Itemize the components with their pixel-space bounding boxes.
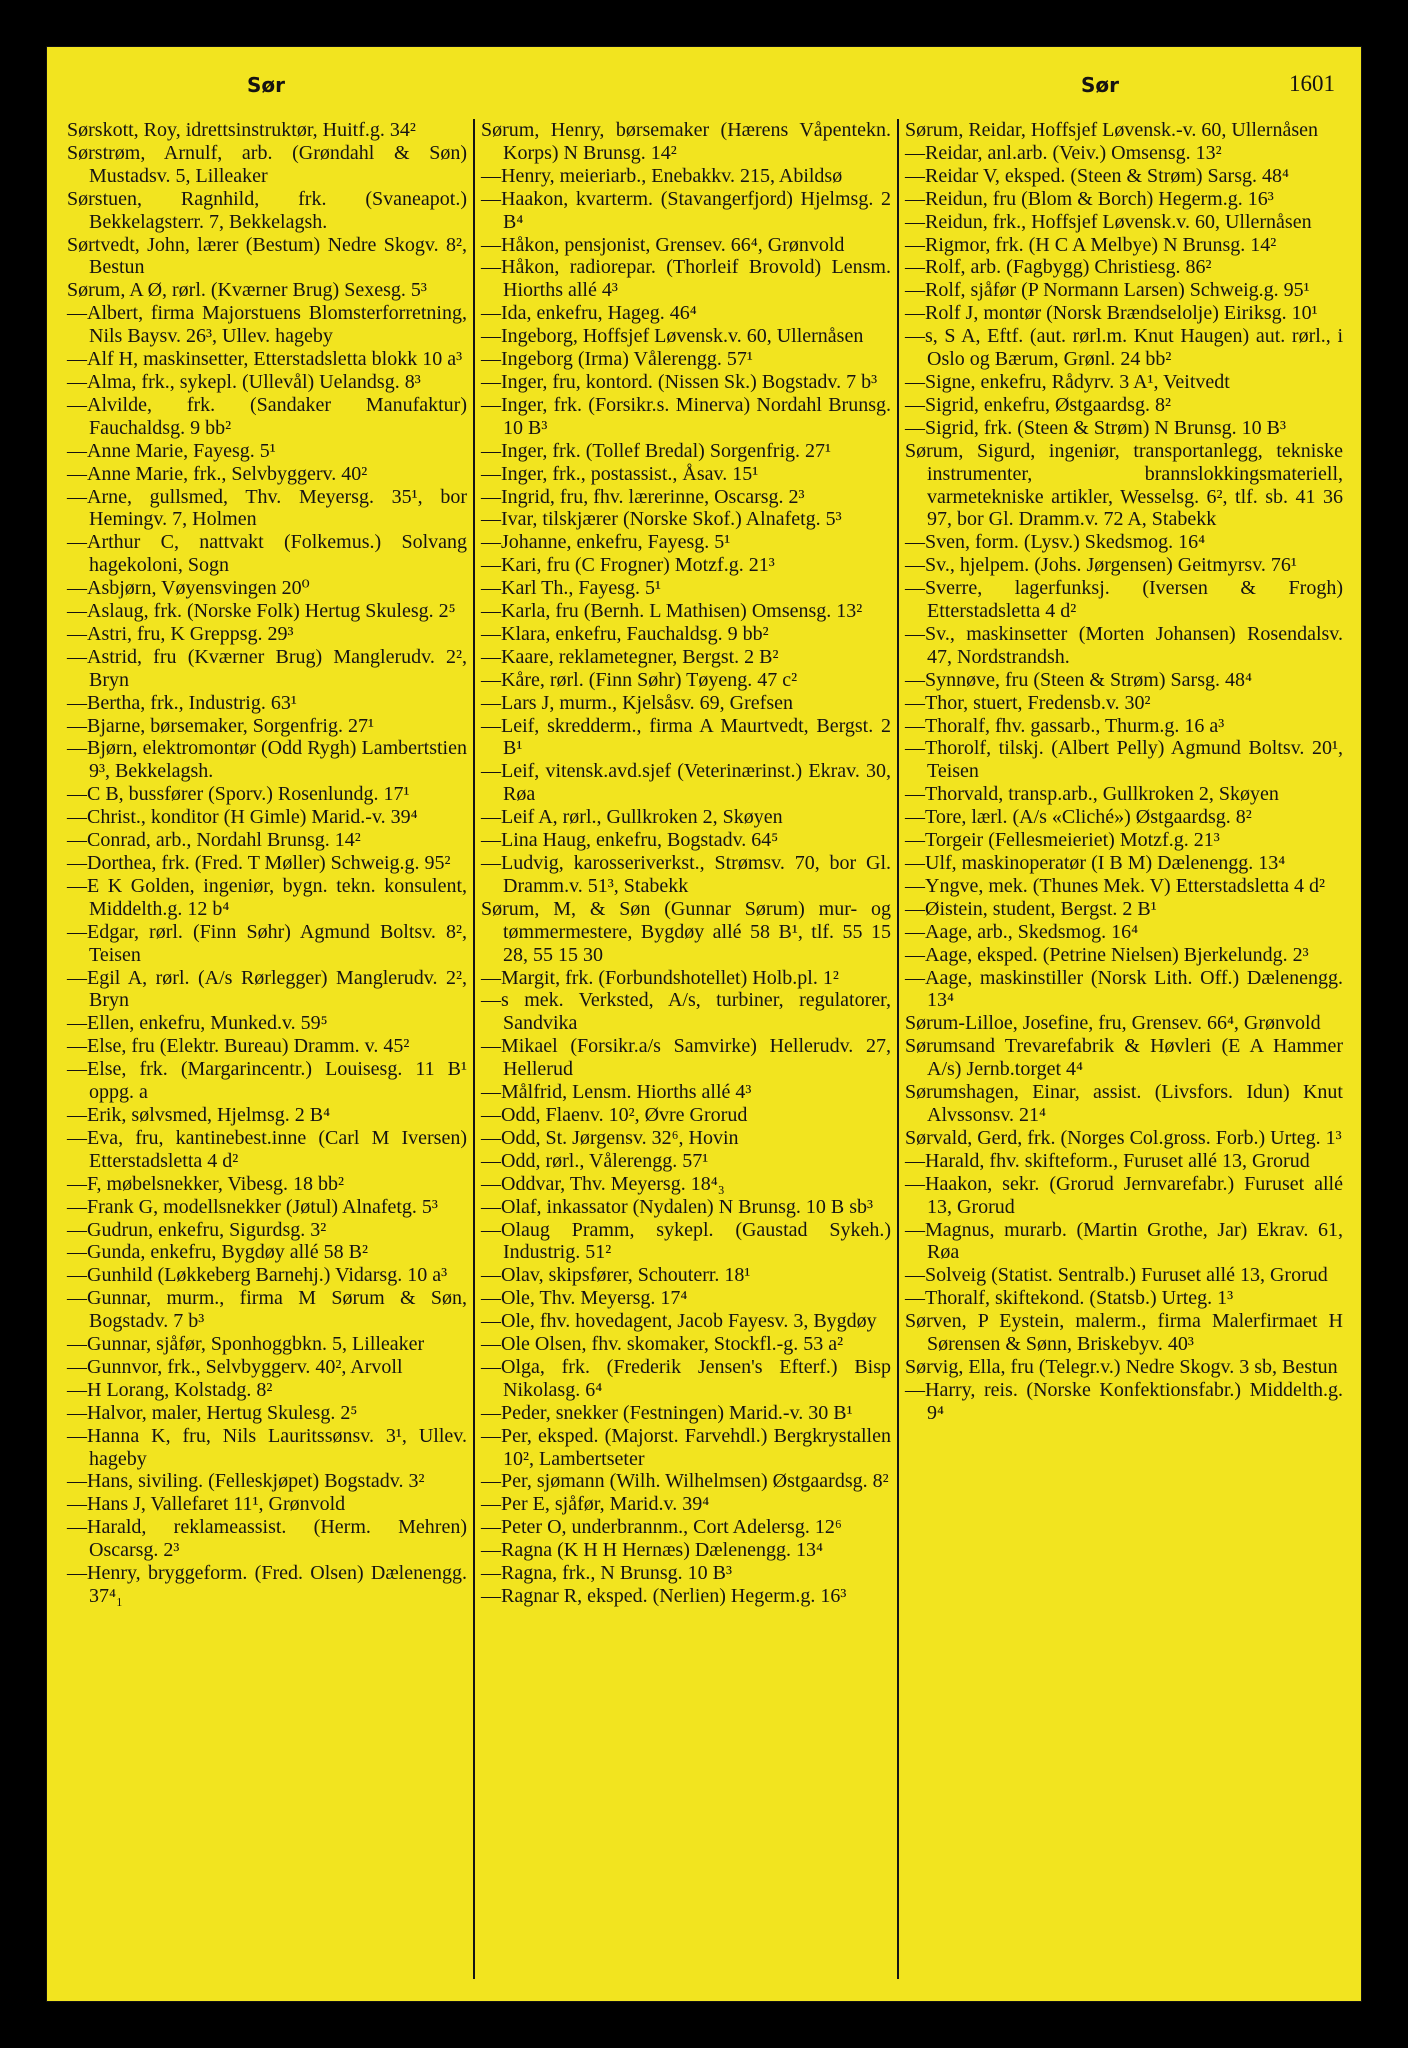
directory-entry: —Øistein, student, Bergst. 2 B¹: [905, 897, 1157, 920]
directory-entry: —Magnus, murarb. (Martin Grothe, Jar) Ekrav. 61, Røa: [905, 1218, 1343, 1264]
directory-entry: —Olaf, inkassator (Nydalen) N Brunsg. 10 B sb³: [481, 1195, 874, 1218]
directory-entry: —Christ., konditor (H Gimle) Marid.-v. 39⁴: [67, 806, 418, 829]
directory-entry: —Gunnar, murm., firma M Sørum & Søn, Bogstadv. 7 b³: [67, 1287, 467, 1333]
directory-entry: —Kaare, reklametegner, Bergst. 2 B²: [481, 645, 779, 668]
directory-entry: —C B, bussfører (Sporv.) Rosenlundg. 17¹: [67, 783, 410, 806]
directory-entry: —Egil A, rørl. (A/s Rørlegger) Manglerudv. 2², Bryn: [67, 966, 467, 1012]
directory-entry: —Odd, Flaenv. 10², Øvre Grorud: [481, 1103, 748, 1126]
directory-entry: Sørum, A Ø, rørl. (Kværner Brug) Sexesg. 5³: [67, 279, 427, 302]
directory-entry: —Bjarne, børsemaker, Sorgenfrig. 27¹: [67, 714, 374, 737]
directory-entry: —Oddvar, Thv. Meyersg. 18⁴₃: [481, 1172, 725, 1195]
directory-entry: Sørven, P Eystein, malerm., firma Malerfirmaet H Sørensen & Sønn, Briskebyv. 40³: [905, 1310, 1343, 1356]
directory-entry: —Halvor, maler, Hertug Skulesg. 2⁵: [67, 1401, 358, 1424]
directory-entry: —Ragna, frk., N Brunsg. 10 B³: [481, 1562, 732, 1585]
directory-entry: —Inger, fru, kontord. (Nissen Sk.) Bogstadv. 7 b³: [481, 370, 878, 393]
directory-entry: —Olga, frk. (Frederik Jensen's Efterf.) Bisp Nikolasg. 6⁴: [481, 1355, 891, 1401]
directory-entry: —H Lorang, Kolstadg. 8²: [67, 1378, 273, 1401]
directory-entry: Sørum, Sigurd, ingeniør, transportanlegg, tekniske instrumenter, brannslokkingsmateriell, varmetekniske artikler, Wesselsg. 6², tlf. sb. 41 36 97, bor Gl. Dramm.v. 72 A, Stabekk: [905, 439, 1343, 531]
directory-entry: Sørvald, Gerd, frk. (Norges Col.gross. Forb.) Urteg. 1³: [905, 1126, 1342, 1149]
directory-entry: —Sven, form. (Lysv.) Skedsmog. 16⁴: [905, 531, 1206, 554]
directory-entry: —Ellen, enkefru, Munked.v. 59⁵: [67, 1012, 328, 1035]
directory-entry: —Tore, lærl. (A/s «Cliché») Østgaardsg. 8²: [905, 806, 1252, 829]
column-1: [67, 119, 467, 1608]
directory-entry: —Per E, sjåfør, Marid.v. 39⁴: [481, 1493, 710, 1516]
directory-entry: —Thoralf, skiftekond. (Statsb.) Urteg. 1³: [905, 1287, 1234, 1310]
directory-entry: —Peter O, underbrannm., Cort Adelersg. 12⁶: [481, 1516, 842, 1539]
directory-entry: —Kåre, rørl. (Finn Søhr) Tøyeng. 47 c²: [481, 668, 798, 691]
directory-entry: —Thoralf, fhv. gassarb., Thurm.g. 16 a³: [905, 714, 1225, 737]
directory-entry: —Ingeborg, Hoffsjef Løvensk.v. 60, Ullernåsen: [481, 325, 864, 348]
directory-entry: Sørum, Henry, børsemaker (Hærens Våpentekn. Korps) N Brunsg. 14²: [481, 119, 891, 164]
directory-entry: —Gunnvor, frk., Selvbyggerv. 40², Arvoll: [67, 1355, 403, 1378]
directory-entry: —Reidun, frk., Hoffsjef Løvensk.v. 60, Ullernåsen: [905, 210, 1312, 233]
directory-entry: Sørum, M, & Søn (Gunnar Sørum) mur- og tømmermestere, Bygdøy allé 58 B¹, tlf. 55 15 28, 55 15 30: [481, 897, 891, 966]
directory-entry: —Conrad, arb., Nordahl Brunsg. 14²: [67, 829, 361, 852]
directory-entry: —Frank G, modellsnekker (Jøtul) Alnafetg. 5³: [67, 1195, 438, 1218]
directory-entry: —Rolf, arb. (Fagbygg) Christiesg. 86²: [905, 256, 1212, 279]
directory-entry: —Johanne, enkefru, Fayesg. 5¹: [481, 531, 731, 554]
directory-page: [46, 46, 1362, 2002]
directory-entry: —Hans, siviling. (Felleskjøpet) Bogstadv. 3²: [67, 1470, 425, 1493]
directory-entry: —Ida, enkefru, Hageg. 46⁴: [481, 302, 697, 325]
directory-entry: —Haakon, sekr. (Grorud Jernvarefabr.) Furuset allé 13, Grorud: [905, 1172, 1343, 1218]
directory-entry: —Anne Marie, Fayesg. 5¹: [67, 439, 276, 462]
directory-entry: —Astri, fru, K Greppsg. 29³: [67, 622, 294, 645]
directory-entry: —Rolf, sjåfør (P Normann Larsen) Schweig.g. 95¹: [905, 279, 1310, 302]
directory-entry: —s, S A, Eftf. (aut. rørl.m. Knut Haugen) aut. rørl., i Oslo og Bærum, Grønl. 24 bb²: [905, 325, 1343, 371]
directory-entry: —Reidar V, eksped. (Steen & Strøm) Sarsg. 48⁴: [905, 164, 1289, 187]
directory-entry: —Inger, frk. (Forsikr.s. Minerva) Nordahl Brunsg. 10 B³: [481, 393, 891, 439]
directory-entry: Sørstuen, Ragnhild, frk. (Svaneapot.) Bekkelagsterr. 7, Bekkelagsh.: [67, 187, 467, 233]
directory-entry: —Ivar, tilskjærer (Norske Skof.) Alnafetg. 5³: [481, 508, 842, 531]
directory-entry: —Harry, reis. (Norske Konfektionsfabr.) Middelth.g. 9⁴: [905, 1378, 1343, 1424]
directory-entry: —Ragnar R, eksped. (Nerlien) Hegerm.g. 16³: [481, 1585, 847, 1607]
directory-entry: —Sverre, lagerfunksj. (Iversen & Frogh) Etterstadsletta 4 d²: [905, 577, 1343, 623]
directory-entry: —Thorvald, transp.arb., Gullkroken 2, Skøyen: [905, 783, 1279, 806]
directory-entry: —Ole, fhv. hovedagent, Jacob Fayesv. 3, Bygdøy: [481, 1310, 877, 1333]
directory-entry: —Synnøve, fru (Steen & Strøm) Sarsg. 48⁴: [905, 668, 1252, 691]
column-3: [905, 119, 1343, 1425]
directory-entry: —Dorthea, frk. (Fred. T Møller) Schweig.g. 95²: [67, 852, 451, 874]
directory-entry: —Gunda, enkefru, Bygdøy allé 58 B²: [67, 1241, 368, 1264]
directory-entry: —Mikael (Forsikr.a/s Samvirke) Hellerudv. 27, Hellerud: [481, 1035, 891, 1081]
directory-entry: —Sigrid, enkefru, Østgaardsg. 8²: [905, 393, 1171, 416]
directory-entry: —Bertha, frk., Industrig. 63¹: [67, 691, 297, 714]
directory-entry: Sørvig, Ella, fru (Telegr.v.) Nedre Skogv. 3 sb, Bestun: [905, 1355, 1338, 1378]
directory-entry: —Haakon, kvarterm. (Stavangerfjord) Hjelmsg. 2 B⁴: [481, 187, 891, 233]
directory-entry: —Alf H, maskinsetter, Etterstadsletta blokk 10 a³: [67, 348, 463, 371]
directory-entry: —Gunnar, sjåfør, Sponhoggbkn. 5, Lilleaker: [67, 1333, 425, 1356]
directory-entry: —Karla, fru (Bernh. L Mathisen) Omsensg. 13²: [481, 600, 863, 623]
directory-entry: Sørtvedt, John, lærer (Bestum) Nedre Skogv. 8², Bestun: [67, 233, 467, 279]
directory-entry: Sørum, Reidar, Hoffsjef Løvensk.-v. 60, Ullernåsen: [905, 119, 1318, 141]
directory-entry: —Else, frk. (Margarincentr.) Louisesg. 11 B¹ oppg. a: [67, 1058, 467, 1104]
page-number: 1601: [1289, 71, 1335, 96]
directory-entry: —Leif A, rørl., Gullkroken 2, Skøyen: [481, 806, 783, 829]
directory-entry: —Leif, vitensk.avd.sjef (Veterinærinst.) Ekrav. 30, Røa: [481, 760, 891, 806]
directory-entry: —Aage, eksped. (Petrine Nielsen) Bjerkelundg. 2³: [905, 943, 1309, 966]
running-head-right: Sør: [1081, 73, 1120, 97]
directory-entry: —Gunhild (Løkkeberg Barnehj.) Vidarsg. 10 a³: [67, 1264, 448, 1287]
directory-entry: —Rigmor, frk. (H C A Melbye) N Brunsg. 14²: [905, 233, 1277, 256]
column-divider: [473, 119, 475, 1979]
directory-entry: —Bjørn, elektromontør (Odd Rygh) Lambertstien 9³, Bekkelagsh.: [67, 737, 467, 783]
directory-entry: —Arthur C, nattvakt (Folkemus.) Solvang hagekoloni, Sogn: [67, 531, 467, 577]
directory-entry: —Ludvig, karosseriverkst., Strømsv. 70, bor Gl. Dramm.v. 51³, Stabekk: [481, 852, 891, 897]
directory-entry: —Kari, fru (C Frogner) Motzf.g. 21³: [481, 554, 775, 577]
directory-entry: —Margit, frk. (Forbundshotellet) Holb.pl. 1²: [481, 966, 839, 989]
directory-entry: —Alma, frk., sykepl. (Ullevål) Uelandsg. 8³: [67, 370, 421, 393]
directory-entry: —Håkon, pensjonist, Grensev. 66⁴, Grønvold: [481, 233, 845, 256]
directory-entry: —Ole, Thv. Meyersg. 17⁴: [481, 1287, 688, 1310]
directory-entry: —Edgar, rørl. (Finn Søhr) Agmund Boltsv. 8², Teisen: [67, 920, 467, 966]
directory-entry: —Arne, gullsmed, Thv. Meyersg. 35¹, bor Hemingv. 7, Holmen: [67, 485, 467, 531]
directory-entry: —Alvilde, frk. (Sandaker Manufaktur) Fauchaldsg. 9 bb²: [67, 393, 467, 439]
directory-entry: —Torgeir (Fellesmeieriet) Motzf.g. 21³: [905, 829, 1220, 852]
directory-entry: —Karl Th., Fayesg. 5¹: [481, 577, 662, 600]
directory-entry: —Ragna (K H H Hernæs) Dælenengg. 13⁴: [481, 1539, 823, 1562]
directory-entry: —Anne Marie, frk., Selvbyggerv. 40²: [67, 462, 368, 485]
directory-entry: —Håkon, radiorepar. (Thorleif Brovold) Lensm. Hiorths allé 4³: [481, 256, 891, 302]
directory-entry: —Albert, firma Majorstuens Blomsterforretning, Nils Baysv. 26³, Ullev. hageby: [67, 302, 467, 348]
directory-entry: —Erik, sølvsmed, Hjelmsg. 2 B⁴: [67, 1103, 331, 1126]
directory-entry: Sørskott, Roy, idrettsinstruktør, Huitf.g. 34²: [67, 119, 416, 141]
directory-entry: —Leif, skredderm., firma A Maurtvedt, Bergst. 2 B¹: [481, 714, 891, 760]
directory-entry: —Målfrid, Lensm. Hiorths allé 4³: [481, 1081, 752, 1104]
directory-entry: —Odd, rørl., Vålerengg. 57¹: [481, 1149, 709, 1172]
directory-entry: —Aslaug, frk. (Norske Folk) Hertug Skulesg. 2⁵: [67, 600, 456, 623]
directory-entry: —Aage, maskinstiller (Norsk Lith. Off.) Dælenengg. 13⁴: [905, 966, 1343, 1012]
directory-entry: —Inger, frk., postassist., Åsav. 15¹: [481, 462, 759, 485]
directory-entry: —Odd, St. Jørgensv. 32⁶, Hovin: [481, 1126, 739, 1149]
directory-entry: —Reidun, fru (Blom & Borch) Hegerm.g. 16³: [905, 187, 1274, 210]
directory-entry: —F, møbelsnekker, Vibesg. 18 bb²: [67, 1172, 345, 1195]
directory-entry: —Hanna K, fru, Nils Lauritssønsv. 3¹, Ullev. hageby: [67, 1424, 467, 1470]
directory-entry: —Lars J, murm., Kjelsåsv. 69, Grefsen: [481, 691, 793, 714]
directory-entry: —Aage, arb., Skedsmog. 16⁴: [905, 920, 1139, 943]
directory-entry: —Sv., hjelpem. (Johs. Jørgensen) Geitmyrsv. 76¹: [905, 554, 1297, 577]
directory-entry: —s mek. Verksted, A/s, turbiner, regulatorer, Sandvika: [481, 989, 891, 1035]
directory-entry: —Solveig (Statist. Sentralb.) Furuset allé 13, Grorud: [905, 1264, 1328, 1287]
directory-entry: —Gudrun, enkefru, Sigurdsg. 3²: [67, 1218, 327, 1241]
running-head-left: Sør: [247, 73, 286, 97]
directory-entry: —Asbjørn, Vøyensvingen 20⁰: [67, 577, 310, 600]
directory-entry: —Peder, snekker (Festningen) Marid.-v. 30 B¹: [481, 1401, 853, 1424]
directory-entry: —Ingrid, fru, fhv. lærerinne, Oscarsg. 2³: [481, 485, 805, 508]
column-2: [481, 119, 891, 1608]
directory-entry: —Olav, skipsfører, Schouterr. 18¹: [481, 1264, 751, 1287]
directory-entry: —Ole Olsen, fhv. skomaker, Stockfl.-g. 53 a²: [481, 1333, 844, 1356]
directory-entry: —Lina Haug, enkefru, Bogstadv. 64⁵: [481, 829, 779, 852]
directory-entry: Sørumsand Trevarefabrik & Høvleri (E A Hammer A/s) Jernb.torget 4⁴: [905, 1035, 1343, 1081]
directory-entry: —Ingeborg (Irma) Vålerengg. 57¹: [481, 348, 753, 371]
directory-entry: —Astrid, fru (Kværner Brug) Manglerudv. 2², Bryn: [67, 645, 467, 691]
directory-entry: —Thor, stuert, Fredensb.v. 30²: [905, 691, 1151, 714]
directory-entry: —Henry, meieriarb., Enebakkv. 215, Abildsø: [481, 164, 843, 187]
directory-entry: —Henry, bryggeform. (Fred. Olsen) Dælenengg. 37⁴₁: [67, 1562, 467, 1607]
directory-entry: Sørum-Lilloe, Josefine, fru, Grensev. 66⁴, Grønvold: [905, 1012, 1321, 1035]
directory-entry: —Sigrid, frk. (Steen & Strøm) N Brunsg. 10 B³: [905, 416, 1286, 439]
page-header: [47, 73, 1361, 103]
directory-entry: —Sv., maskinsetter (Morten Johansen) Rosendalsv. 47, Nordstrandsh.: [905, 622, 1343, 668]
directory-entry: —Signe, enkefru, Rådyrv. 3 A¹, Veitvedt: [905, 370, 1230, 393]
column-divider: [897, 119, 899, 1979]
directory-entry: —Else, fru (Elektr. Bureau) Dramm. v. 45²: [67, 1035, 410, 1058]
directory-entry: —Harald, reklameassist. (Herm. Mehren) Oscarsg. 2³: [67, 1516, 467, 1562]
directory-entry: —Rolf J, montør (Norsk Brændselolje) Eiriksg. 10¹: [905, 302, 1318, 325]
directory-entry: —Per, eksped. (Majorst. Farvehdl.) Bergkrystallen 10², Lambertseter: [481, 1424, 891, 1470]
directory-entry: —Reidar, anl.arb. (Veiv.) Omsensg. 13²: [905, 141, 1222, 164]
directory-entry: Sørumshagen, Einar, assist. (Livsfors. Idun) Knut Alvssonsv. 21⁴: [905, 1081, 1343, 1126]
directory-entry: —Yngve, mek. (Thunes Mek. V) Etterstadsletta 4 d²: [905, 874, 1325, 897]
directory-entry: —Thorolf, tilskj. (Albert Pelly) Agmund Boltsv. 20¹, Teisen: [905, 737, 1343, 783]
directory-entry: Sørstrøm, Arnulf, arb. (Grøndahl & Søn) Mustadsv. 5, Lilleaker: [67, 141, 467, 187]
directory-entry: —Olaug Pramm, sykepl. (Gaustad Sykeh.) Industrig. 51²: [481, 1218, 891, 1264]
directory-entry: —Klara, enkefru, Fauchaldsg. 9 bb²: [481, 622, 769, 645]
directory-entry: —Hans J, Vallefaret 11¹, Grønvold: [67, 1493, 346, 1516]
directory-entry: —Eva, fru, kantinebest.inne (Carl M Iversen) Etterstadsletta 4 d²: [67, 1126, 467, 1172]
directory-entry: —Harald, fhv. skifteform., Furuset allé 13, Grorud: [905, 1149, 1310, 1172]
directory-entry: —Inger, frk. (Tollef Bredal) Sorgenfrig. 27¹: [481, 439, 831, 462]
directory-entry: —E K Golden, ingeniør, bygn. tekn. konsulent, Middelth.g. 12 b⁴: [67, 874, 467, 920]
directory-entry: —Ulf, maskinoperatør (I B M) Dælenengg. 13⁴: [905, 852, 1286, 874]
directory-entry: —Per, sjømann (Wilh. Wilhelmsen) Østgaardsg. 8²: [481, 1470, 889, 1493]
